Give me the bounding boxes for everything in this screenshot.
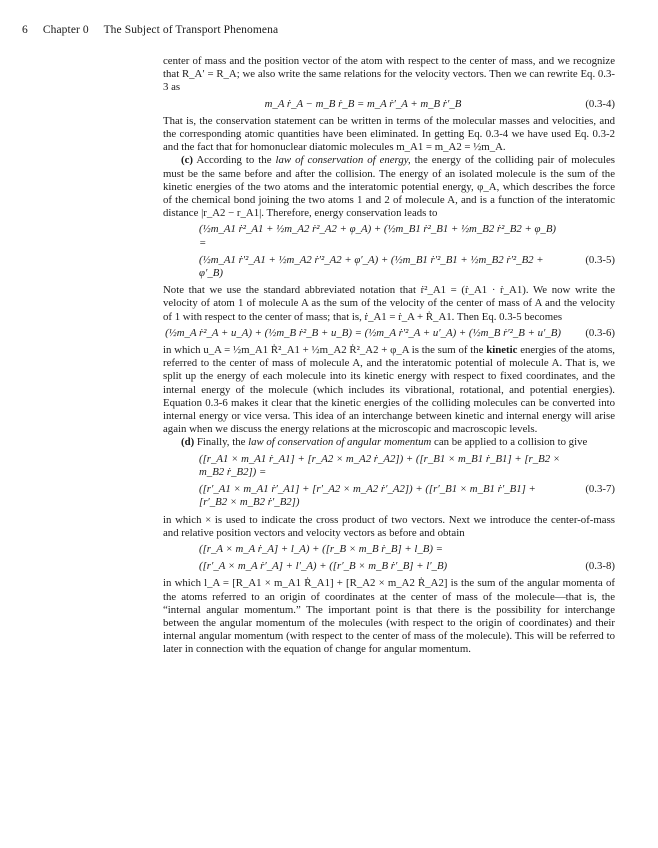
law-name: law of conservation of angular momentum [248,436,432,449]
equation-expression: ([r_A1 × m_A1 ṙ_A1] + [r_A2 × m_A2 ṙ_A2]) + ([r_B1 × m_B1 ṙ_B1] + [r_B2 × m_B2 ṙ_B2]) = [199,452,561,478]
equation-expression: ([r_A × m_A ṙ_A] + l_A) + ([r_B × m_B ṙ_B] + l_B) = [199,542,443,555]
bold-term: kinetic [486,344,518,357]
paragraph-1: center of mass and the position vector of the atom with respect to the center of mass, and we recognize that R_A′ = R_A; we also write the same relations for the velocity vectors. Then we can rewrite Eq. 0.3-3 as [163,55,615,94]
paragraph-text: Finally, the [194,436,249,449]
equation-number: (0.3-7) [585,483,615,496]
paragraph-text: can be applied to a collision to give [431,436,588,449]
equation-0-3-7-line-1 [163,453,615,479]
equation-0-3-4 [163,98,615,111]
equation-0-3-8-line-2 [163,560,615,573]
page-number: 6 [22,24,28,36]
equation-expression: ([r′_A × m_A ṙ′_A] + l′_A) + ([r′_B × m_B ṙ′_B] + l′_B) [199,560,448,573]
paragraph-text: in which u_A = ½m_A1 Ṙ²_A1 + ½m_A2 Ṙ²_A2 + φ_A is the sum of the [163,344,487,357]
item-label: (d) [181,436,195,449]
paragraph-7: in which × is used to indicate the cross product of two vectors. Next we introduce the center-of-mass and relative position vectors and velocity vectors as before and obtain [163,513,615,539]
paragraph-8: in which l_A = [R_A1 × m_A1 Ṙ_A1] + [R_A2 × m_A2 Ṙ_A2] is the sum of the angular momenta of the atoms referred to an origin of coordinates at the center of mass of the molecule—that is, the “internal angular momentum.” The important point is that there is the possibility for interchange between the angular momentum of the molecules (with respect to the origin of coordinates) and their internal angular momentum (with respect to the center of mass of the molecule). This will be referred to later in connection with the equation of change for angular momentum. [163,577,615,656]
paragraph-3 [163,154,615,220]
equation-number: (0.3-8) [585,560,615,573]
running-head [22,24,278,36]
equation-0-3-8-line-1 [163,543,615,556]
equation-0-3-7-line-2 [163,483,615,509]
paragraph-5 [163,344,615,436]
paragraph-text: According to the [192,154,276,167]
law-name: law of conservation of energy, [275,154,411,167]
chapter-label: Chapter 0 [42,24,89,36]
paragraph-6 [163,436,615,449]
paragraph-2: That is, the conservation statement can be written in terms of the molecular masses and velocities, and the corresponding atomic quantities have been eliminated. In getting Eq. 0.3-4 we have used Eq. 0.3-2 and the fact that for homonuclear diatomic molecules m_A1 = m_A2 = ½m_A. [163,114,615,154]
paragraph-4: Note that we use the standard abbreviated notation that ṙ²_A1 = (ṙ_A1 · ṙ_A1). We now write the velocity of atom 1 of molecule A as the sum of the velocity of the center of mass of A and the velocity of 1 with respect to the center of mass; that is, ṙ_A1 = ṙ_A + Ṙ_A1. Then Eq. 0.3-5 becomes [163,284,615,323]
equation-expression: ([r′_A1 × m_A1 ṙ′_A1] + [r′_A2 × m_A2 ṙ′_A2]) + ([r′_B1 × m_B1 ṙ′_B1] + [r′_B2 × m_B2 ṙ′_B2]) [199,483,536,509]
equation-expression: (½m_A ṙ²_A + u_A) + (½m_B ṙ²_B + u_B) = (½m_A ṙ′²_A + u′_A) + (½m_B ṙ′²_B + u′_B) [165,326,561,339]
equation-number: (0.3-5) [585,253,615,266]
equation-0-3-5-line-1 [163,223,615,249]
equation-number: (0.3-4) [585,97,615,110]
equation-expression: m_A ṙ_A − m_B ṙ_B = m_A ṙ′_A + m_B ṙ′_B [264,97,462,110]
body-text [163,55,615,657]
equation-expression: (½m_A1 ṙ²_A1 + ½m_A2 ṙ²_A2 + φ_A) + (½m_B1 ṙ²_B1 + ½m_B2 ṙ²_B2 + φ_B) = [199,223,557,249]
equation-0-3-6 [163,327,615,340]
paragraph-text: the energy of the colliding pair of molecules must be the same before and after the collision. The energy of an isolated molecule is the sum of the kinetic energies of the two atoms and the interatomic potential energy, φ_A, which describes the force of the chemical bond joining the two atoms 1 and 2 of molecule A, and is a function of the interatomic distance |r_A2 − r_A1|. Therefore, energy conservation leads to [163,154,615,220]
equation-expression: (½m_A1 ṙ′²_A1 + ½m_A2 ṙ′²_A2 + φ′_A) + (½m_B1 ṙ′²_B1 + ½m_B2 ṙ′²_B2 + φ′_B) [199,253,544,280]
chapter-title: The Subject of Transport Phenomena [103,24,279,36]
paragraph-text: energies of the atoms, referred to the center of mass of molecule A, and the interatomic potential of molecule A. That is, we split up the energy of each molecule into its kinetic energy with respect to fixed coordinates, and the internal energy of the molecule (which includes its vibrational, rotational, and potential energies). Equation 0.3-6 makes it clear that the kinetic energies of the colliding molecules can be converted into internal energy or vice versa. This idea of an interchange between kinetic and internal energy will arise again when we discuss the energy relations at the microscopic and macroscopic levels. [163,344,615,436]
item-label: (c) [181,154,193,167]
equation-0-3-5-line-2 [163,254,615,280]
equation-number: (0.3-6) [585,326,615,339]
